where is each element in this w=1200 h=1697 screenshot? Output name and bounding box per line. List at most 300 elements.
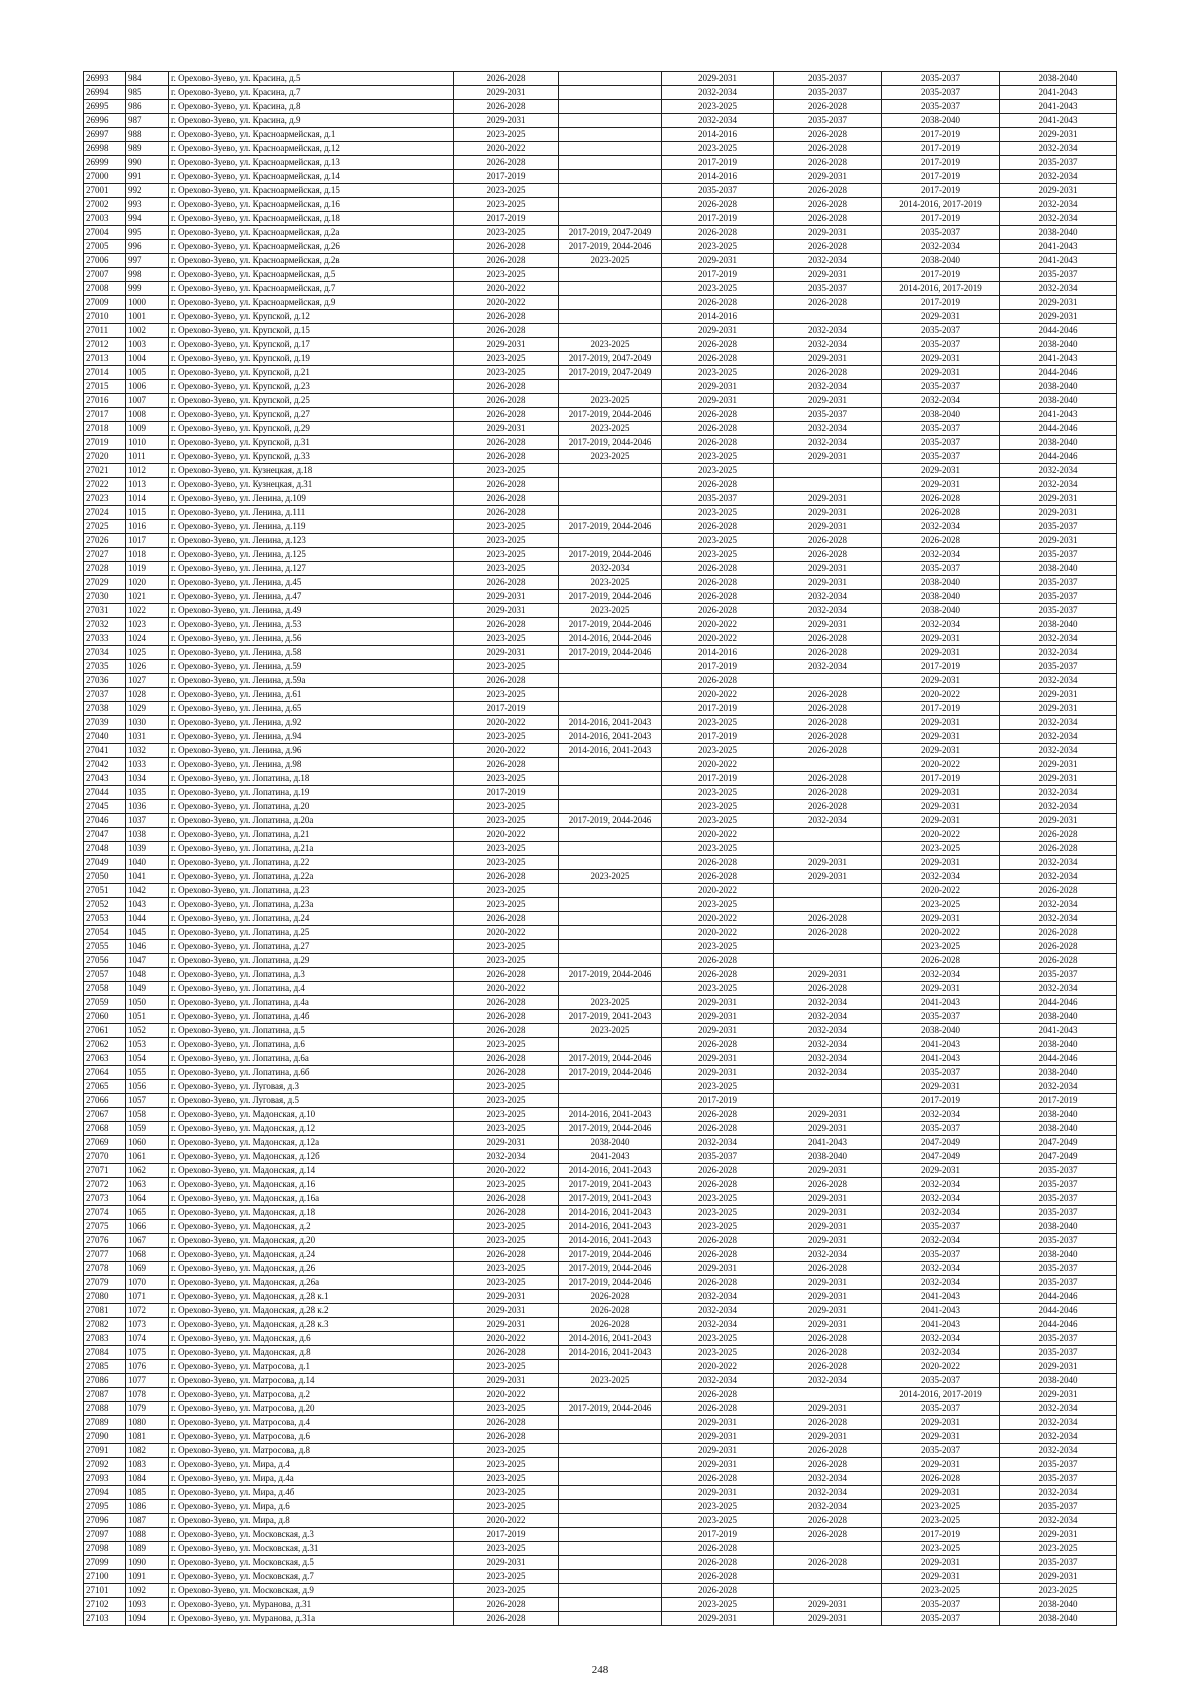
cell-period-4: 2029-2031 [774,1318,882,1332]
table-row [84,646,1117,660]
cell-period-3: 2023-2025 [662,982,774,996]
table-row [84,660,1117,674]
cell-item-number: 1055 [126,1066,169,1080]
cell-period-1: 2017-2019 [454,702,559,716]
cell-period-2 [559,926,662,940]
cell-period-5: 2029-2031 [882,856,1000,870]
cell-period-1: 2032-2034 [454,1150,559,1164]
cell-period-6: 2038-2040 [1000,72,1117,86]
cell-record-id: 27025 [84,520,126,534]
cell-period-4: 2026-2028 [774,730,882,744]
cell-address: г. Орехово-Зуево, ул. Ленина, д.94 [169,730,454,744]
cell-period-3: 2023-2025 [662,142,774,156]
cell-address: г. Орехово-Зуево, ул. Лопатина, д.19 [169,786,454,800]
cell-period-6: 2026-2028 [1000,940,1117,954]
cell-period-1: 2020-2022 [454,142,559,156]
table-row [84,1010,1117,1024]
table-row [84,422,1117,436]
cell-period-2: 2014-2016, 2041-2043 [559,1108,662,1122]
cell-period-4 [774,310,882,324]
cell-record-id: 27069 [84,1136,126,1150]
cell-period-3: 2029-2031 [662,1612,774,1626]
cell-period-6: 2029-2031 [1000,1388,1117,1402]
cell-address: г. Орехово-Зуево, ул. Крупской, д.23 [169,380,454,394]
cell-period-1: 2020-2022 [454,1164,559,1178]
cell-period-5: 2032-2034 [882,870,1000,884]
cell-item-number: 1002 [126,324,169,338]
cell-record-id: 27042 [84,758,126,772]
cell-period-2 [559,758,662,772]
cell-period-4: 2029-2031 [774,506,882,520]
cell-period-6: 2041-2043 [1000,86,1117,100]
cell-record-id: 27066 [84,1094,126,1108]
cell-item-number: 1065 [126,1206,169,1220]
cell-item-number: 1030 [126,716,169,730]
cell-item-number: 989 [126,142,169,156]
cell-record-id: 27060 [84,1010,126,1024]
cell-period-2: 2017-2019, 2044-2046 [559,548,662,562]
cell-address: г. Орехово-Зуево, ул. Лопатина, д.23 [169,884,454,898]
cell-period-2: 2023-2025 [559,422,662,436]
cell-period-6: 2029-2031 [1000,128,1117,142]
cell-record-id: 27039 [84,716,126,730]
cell-period-2: 2014-2016, 2041-2043 [559,1220,662,1234]
cell-period-5: 2035-2037 [882,1612,1000,1626]
cell-period-2 [559,1360,662,1374]
cell-record-id: 27084 [84,1346,126,1360]
cell-period-5: 2047-2049 [882,1150,1000,1164]
cell-period-5: 2023-2025 [882,1514,1000,1528]
cell-item-number: 985 [126,86,169,100]
cell-period-3: 2020-2022 [662,632,774,646]
cell-item-number: 1060 [126,1136,169,1150]
cell-period-4: 2026-2028 [774,716,882,730]
cell-address: г. Орехово-Зуево, ул. Ленина, д.127 [169,562,454,576]
cell-period-4: 2026-2028 [774,1458,882,1472]
cell-period-4: 2035-2037 [774,114,882,128]
cell-period-3: 2023-2025 [662,450,774,464]
cell-period-4 [774,954,882,968]
cell-period-1: 2026-2028 [454,254,559,268]
cell-period-5: 2017-2019 [882,1528,1000,1542]
cell-period-6: 2038-2040 [1000,226,1117,240]
cell-period-4: 2032-2034 [774,422,882,436]
cell-period-6: 2032-2034 [1000,212,1117,226]
cell-period-1: 2023-2025 [454,352,559,366]
cell-period-6: 2029-2031 [1000,1570,1117,1584]
cell-period-6: 2035-2037 [1000,1206,1117,1220]
cell-period-4: 2029-2031 [774,1612,882,1626]
cell-item-number: 994 [126,212,169,226]
cell-item-number: 987 [126,114,169,128]
cell-period-4: 2026-2028 [774,366,882,380]
table-row [84,1192,1117,1206]
cell-period-5: 2029-2031 [882,814,1000,828]
cell-period-5: 2029-2031 [882,352,1000,366]
cell-period-2: 2017-2019, 2041-2043 [559,1178,662,1192]
cell-item-number: 1022 [126,604,169,618]
cell-period-2 [559,142,662,156]
cell-period-1: 2029-2031 [454,590,559,604]
cell-item-number: 984 [126,72,169,86]
cell-period-5: 2035-2037 [882,1066,1000,1080]
cell-address: г. Орехово-Зуево, ул. Мадонская, д.12 [169,1122,454,1136]
cell-address: г. Орехово-Зуево, ул. Ленина, д.59а [169,674,454,688]
cell-period-4: 2026-2028 [774,772,882,786]
table-row [84,968,1117,982]
cell-item-number: 1058 [126,1108,169,1122]
cell-period-1: 2020-2022 [454,282,559,296]
cell-period-5: 2029-2031 [882,730,1000,744]
cell-period-2: 2017-2019, 2044-2046 [559,814,662,828]
cell-address: г. Орехово-Зуево, ул. Лопатина, д.5 [169,1024,454,1038]
cell-period-1: 2017-2019 [454,786,559,800]
cell-item-number: 1019 [126,562,169,576]
cell-period-6: 2032-2034 [1000,632,1117,646]
table-row [84,1402,1117,1416]
cell-period-5: 2017-2019 [882,156,1000,170]
table-row [84,506,1117,520]
cell-period-2: 2038-2040 [559,1136,662,1150]
cell-period-4: 2029-2031 [774,856,882,870]
cell-period-1: 2026-2028 [454,1206,559,1220]
table-row [84,254,1117,268]
cell-period-1: 2026-2028 [454,1192,559,1206]
cell-item-number: 1087 [126,1514,169,1528]
cell-period-3: 2026-2028 [662,1542,774,1556]
table-row [84,1570,1117,1584]
cell-address: г. Орехово-Зуево, ул. Мадонская, д.12а [169,1136,454,1150]
cell-period-2: 2023-2025 [559,576,662,590]
cell-address: г. Орехово-Зуево, ул. Ленина, д.125 [169,548,454,562]
cell-address: г. Орехово-Зуево, ул. Красина, д.9 [169,114,454,128]
cell-address: г. Орехово-Зуево, ул. Матросова, д.6 [169,1430,454,1444]
cell-record-id: 27047 [84,828,126,842]
cell-record-id: 27008 [84,282,126,296]
table-row [84,282,1117,296]
cell-period-6: 2038-2040 [1000,618,1117,632]
cell-period-4: 2032-2034 [774,1010,882,1024]
table-row [84,590,1117,604]
table-row [84,1472,1117,1486]
table-row [84,338,1117,352]
cell-period-4: 2026-2028 [774,212,882,226]
cell-period-3: 2017-2019 [662,1528,774,1542]
cell-period-1: 2026-2028 [454,576,559,590]
table-row [84,730,1117,744]
table-row [84,520,1117,534]
table-row [84,1318,1117,1332]
cell-period-3: 2020-2022 [662,912,774,926]
cell-period-4: 2032-2034 [774,338,882,352]
cell-period-5: 2017-2019 [882,772,1000,786]
cell-period-6: 2038-2040 [1000,1010,1117,1024]
cell-period-2: 2017-2019, 2047-2049 [559,366,662,380]
cell-period-2: 2017-2019, 2041-2043 [559,1192,662,1206]
cell-period-4: 2026-2028 [774,1332,882,1346]
cell-period-3: 2026-2028 [662,198,774,212]
cell-period-2: 2017-2019, 2041-2043 [559,1010,662,1024]
cell-period-3: 2032-2034 [662,1374,774,1388]
cell-period-5: 2032-2034 [882,1346,1000,1360]
cell-period-1: 2026-2028 [454,618,559,632]
cell-record-id: 27029 [84,576,126,590]
cell-period-5: 2032-2034 [882,1178,1000,1192]
cell-period-3: 2032-2034 [662,1318,774,1332]
cell-address: г. Орехово-Зуево, ул. Красина, д.8 [169,100,454,114]
cell-period-1: 2020-2022 [454,1388,559,1402]
cell-item-number: 1014 [126,492,169,506]
cell-period-6: 2026-2028 [1000,884,1117,898]
cell-period-1: 2023-2025 [454,730,559,744]
cell-period-1: 2023-2025 [454,1570,559,1584]
cell-period-2 [559,464,662,478]
cell-period-3: 2017-2019 [662,268,774,282]
cell-period-1: 2026-2028 [454,478,559,492]
cell-item-number: 1049 [126,982,169,996]
table-row [84,408,1117,422]
cell-period-3: 2023-2025 [662,898,774,912]
cell-period-3: 2032-2034 [662,1304,774,1318]
cell-period-4: 2032-2034 [774,1066,882,1080]
cell-period-3: 2029-2031 [662,996,774,1010]
cell-period-3: 2026-2028 [662,1472,774,1486]
cell-period-1: 2020-2022 [454,716,559,730]
table-row [84,898,1117,912]
cell-record-id: 27017 [84,408,126,422]
cell-record-id: 27065 [84,1080,126,1094]
cell-period-2 [559,324,662,338]
cell-address: г. Орехово-Зуево, ул. Лопатина, д.6б [169,1066,454,1080]
cell-period-5: 2035-2037 [882,1402,1000,1416]
cell-period-4: 2032-2034 [774,996,882,1010]
cell-period-3: 2020-2022 [662,884,774,898]
cell-item-number: 1004 [126,352,169,366]
table-row [84,1024,1117,1038]
cell-item-number: 1052 [126,1024,169,1038]
cell-address: г. Орехово-Зуево, ул. Мадонская, д.26 [169,1262,454,1276]
cell-period-2: 2023-2025 [559,1374,662,1388]
cell-period-1: 2020-2022 [454,1514,559,1528]
cell-period-4: 2026-2028 [774,1528,882,1542]
cell-period-3: 2026-2028 [662,1402,774,1416]
table-row [84,1164,1117,1178]
cell-address: г. Орехово-Зуево, ул. Лопатина, д.29 [169,954,454,968]
cell-period-2: 2017-2019, 2047-2049 [559,226,662,240]
cell-period-6: 2035-2037 [1000,268,1117,282]
cell-item-number: 1094 [126,1612,169,1626]
table-row [84,1542,1117,1556]
cell-period-5: 2029-2031 [882,1570,1000,1584]
cell-period-4: 2035-2037 [774,282,882,296]
cell-period-3: 2026-2028 [662,1164,774,1178]
cell-period-4: 2026-2028 [774,240,882,254]
cell-item-number: 1021 [126,590,169,604]
cell-period-4: 2026-2028 [774,128,882,142]
cell-period-5: 2035-2037 [882,72,1000,86]
cell-period-6: 2044-2046 [1000,324,1117,338]
cell-address: г. Орехово-Зуево, ул. Крупской, д.25 [169,394,454,408]
cell-address: г. Орехово-Зуево, ул. Лопатина, д.6а [169,1052,454,1066]
cell-address: г. Орехово-Зуево, ул. Мира, д.4 [169,1458,454,1472]
cell-address: г. Орехово-Зуево, ул. Лопатина, д.18 [169,772,454,786]
cell-address: г. Орехово-Зуево, ул. Мадонская, д.6 [169,1332,454,1346]
cell-period-2: 2017-2019, 2044-2046 [559,408,662,422]
cell-period-3: 2026-2028 [662,870,774,884]
table-row [84,226,1117,240]
cell-period-1: 2023-2025 [454,226,559,240]
cell-record-id: 27076 [84,1234,126,1248]
cell-period-6: 2044-2046 [1000,422,1117,436]
cell-period-6: 2029-2031 [1000,296,1117,310]
cell-record-id: 27005 [84,240,126,254]
cell-period-5: 2041-2043 [882,1038,1000,1052]
cell-period-6: 2029-2031 [1000,534,1117,548]
cell-period-5: 2017-2019 [882,1094,1000,1108]
table-row [84,1304,1117,1318]
cell-period-6: 2035-2037 [1000,1192,1117,1206]
cell-period-2 [559,86,662,100]
table-row [84,856,1117,870]
cell-period-4: 2026-2028 [774,646,882,660]
cell-period-1: 2026-2028 [454,758,559,772]
cell-record-id: 26999 [84,156,126,170]
cell-period-4: 2038-2040 [774,1150,882,1164]
cell-address: г. Орехово-Зуево, ул. Мадонская, д.26а [169,1276,454,1290]
cell-period-3: 2020-2022 [662,1360,774,1374]
table-row [84,1248,1117,1262]
cell-period-6: 2038-2040 [1000,1220,1117,1234]
cell-address: г. Орехово-Зуево, ул. Кузнецкая, д.18 [169,464,454,478]
cell-address: г. Орехово-Зуево, ул. Ленина, д.58 [169,646,454,660]
cell-period-2: 2017-2019, 2044-2046 [559,618,662,632]
cell-period-4: 2026-2028 [774,156,882,170]
table-row [84,296,1117,310]
cell-period-1: 2026-2028 [454,1052,559,1066]
cell-record-id: 27086 [84,1374,126,1388]
cell-period-4: 2032-2034 [774,254,882,268]
table-row [84,576,1117,590]
cell-address: г. Орехово-Зуево, ул. Мадонская, д.12б [169,1150,454,1164]
cell-period-5: 2029-2031 [882,1080,1000,1094]
cell-address: г. Орехово-Зуево, ул. Красноармейская, д.7 [169,282,454,296]
cell-period-6: 2032-2034 [1000,1416,1117,1430]
cell-period-4: 2032-2034 [774,660,882,674]
cell-period-5: 2017-2019 [882,128,1000,142]
cell-period-6: 2032-2034 [1000,170,1117,184]
table-row [84,240,1117,254]
cell-period-6: 2041-2043 [1000,352,1117,366]
cell-period-1: 2023-2025 [454,198,559,212]
cell-period-6: 2026-2028 [1000,828,1117,842]
cell-period-5: 2023-2025 [882,842,1000,856]
cell-period-2 [559,478,662,492]
cell-period-1: 2029-2031 [454,604,559,618]
cell-period-1: 2023-2025 [454,688,559,702]
cell-record-id: 27023 [84,492,126,506]
cell-item-number: 1050 [126,996,169,1010]
cell-item-number: 999 [126,282,169,296]
cell-period-2: 2017-2019, 2044-2046 [559,1276,662,1290]
cell-record-id: 27000 [84,170,126,184]
cell-period-1: 2023-2025 [454,1080,559,1094]
cell-item-number: 1029 [126,702,169,716]
cell-period-3: 2026-2028 [662,1234,774,1248]
cell-period-6: 2032-2034 [1000,744,1117,758]
cell-period-4: 2026-2028 [774,1360,882,1374]
cell-period-5: 2017-2019 [882,268,1000,282]
cell-period-5: 2032-2034 [882,968,1000,982]
cell-period-5: 2038-2040 [882,576,1000,590]
cell-period-5: 2017-2019 [882,184,1000,198]
cell-period-5: 2035-2037 [882,436,1000,450]
cell-address: г. Орехово-Зуево, ул. Матросова, д.1 [169,1360,454,1374]
cell-period-4: 2035-2037 [774,408,882,422]
cell-period-2: 2041-2043 [559,1150,662,1164]
cell-record-id: 26995 [84,100,126,114]
cell-period-3: 2023-2025 [662,1500,774,1514]
cell-period-6: 2023-2025 [1000,1584,1117,1598]
cell-period-3: 2026-2028 [662,1108,774,1122]
cell-period-3: 2029-2031 [662,1416,774,1430]
cell-period-4: 2029-2031 [774,1122,882,1136]
cell-period-6: 2032-2034 [1000,142,1117,156]
cell-address: г. Орехово-Зуево, ул. Крупской, д.33 [169,450,454,464]
cell-address: г. Орехово-Зуево, ул. Ленина, д.61 [169,688,454,702]
cell-item-number: 1012 [126,464,169,478]
cell-period-1: 2029-2031 [454,1136,559,1150]
cell-period-1: 2023-2025 [454,660,559,674]
cell-record-id: 27067 [84,1108,126,1122]
cell-period-4: 2029-2031 [774,1598,882,1612]
cell-address: г. Орехово-Зуево, ул. Лопатина, д.3 [169,968,454,982]
cell-period-4: 2026-2028 [774,632,882,646]
cell-item-number: 1070 [126,1276,169,1290]
cell-period-1: 2020-2022 [454,296,559,310]
cell-period-4: 2026-2028 [774,744,882,758]
cell-address: г. Орехово-Зуево, ул. Лопатина, д.22а [169,870,454,884]
cell-period-4 [774,842,882,856]
cell-item-number: 1089 [126,1542,169,1556]
cell-period-1: 2023-2025 [454,464,559,478]
cell-address: г. Орехово-Зуево, ул. Мадонская, д.8 [169,1346,454,1360]
cell-address: г. Орехово-Зуево, ул. Красноармейская, д.1 [169,128,454,142]
cell-period-2: 2023-2025 [559,338,662,352]
cell-address: г. Орехово-Зуево, ул. Лопатина, д.24 [169,912,454,926]
cell-period-3: 2035-2037 [662,492,774,506]
cell-period-1: 2026-2028 [454,968,559,982]
cell-period-5: 2026-2028 [882,492,1000,506]
cell-record-id: 27041 [84,744,126,758]
cell-period-6: 2035-2037 [1000,576,1117,590]
cell-period-1: 2026-2028 [454,1598,559,1612]
cell-period-4: 2032-2034 [774,380,882,394]
cell-period-5: 2029-2031 [882,744,1000,758]
cell-record-id: 27056 [84,954,126,968]
table-row [84,954,1117,968]
cell-period-3: 2026-2028 [662,604,774,618]
cell-item-number: 1061 [126,1150,169,1164]
cell-period-4 [774,1584,882,1598]
table-row [84,198,1117,212]
cell-period-1: 2026-2028 [454,408,559,422]
table-row [84,1388,1117,1402]
cell-period-3: 2017-2019 [662,702,774,716]
cell-record-id: 27085 [84,1360,126,1374]
cell-period-5: 2026-2028 [882,1472,1000,1486]
cell-period-6: 2029-2031 [1000,1528,1117,1542]
table-row [84,1360,1117,1374]
